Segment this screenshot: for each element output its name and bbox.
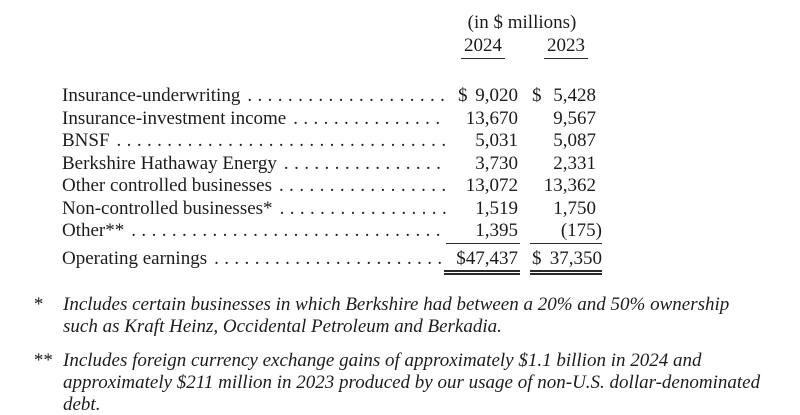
value-2024: 1,395 [475, 220, 518, 241]
dot-leader [273, 198, 446, 221]
footnote-marker: ** [33, 350, 52, 371]
value-cell-2023 [530, 153, 602, 176]
row-label: Non-controlled businesses* [62, 197, 273, 219]
value-2023: 2,331 [553, 152, 596, 174]
value-2023: 13,362 [543, 175, 596, 196]
value-2024: 9,020 [475, 85, 518, 106]
footnote-single-asterisk [33, 294, 800, 338]
total-value-2024: 47,437 [465, 247, 518, 269]
value-cell-2024 [446, 130, 520, 153]
total-value-cell-2023 [530, 248, 602, 276]
header-spacer [62, 35, 446, 59]
unit-header-label: (in $ millions) [467, 12, 577, 33]
row-label: Other** [62, 220, 125, 241]
currency-symbol: $ [532, 247, 542, 269]
row-label: Insurance-investment income [62, 107, 287, 129]
value-cell-2023 [530, 108, 602, 131]
footnote-line: such as Kraft Heinz, Occidental Petroleum and Berkadia. [63, 316, 502, 337]
table-row [62, 130, 602, 153]
value-cell-2024 [446, 175, 520, 198]
value-2024: 5,031 [475, 130, 518, 151]
value-cell-2024 [446, 108, 520, 131]
value-cell-2024 [446, 85, 520, 108]
footnote-line: Includes foreign currency exchange gains of approximately $1.1 billion in 2024 and [63, 350, 702, 371]
value-2023: 5,087 [553, 130, 596, 151]
value-cell-2024 [446, 220, 520, 244]
value-2023: 1,750 [553, 197, 596, 219]
total-value-2023: 37,350 [549, 247, 602, 269]
currency-symbol: $ [456, 247, 466, 269]
dot-leader [240, 85, 446, 108]
total-row-label: Operating earnings [62, 247, 208, 269]
operating-earnings-table [0, 0, 602, 275]
value-cell-2024 [446, 198, 520, 221]
row-label: BNSF [62, 130, 110, 151]
currency-symbol: $ [532, 85, 542, 106]
currency-symbol: $ [458, 85, 468, 106]
value-cell-2024 [446, 153, 520, 176]
footnote-marker: * [33, 294, 43, 315]
footnote-line: Includes certain businesses in which Berkshire had between a 20% and 50% ownership [63, 294, 730, 315]
header-spacer [62, 11, 442, 34]
value-cell-2023 [530, 198, 602, 221]
value-2023: 5,428 [553, 85, 596, 106]
table-row [62, 108, 602, 131]
row-label: Insurance-underwriting [62, 85, 241, 106]
value-2023: 9,567 [553, 107, 596, 129]
column-header-2023: 2023 [530, 35, 602, 59]
value-cell-2023 [530, 85, 602, 108]
footnotes [33, 294, 800, 415]
dot-leader [286, 108, 446, 131]
row-label: Berkshire Hathaway Energy [62, 152, 277, 174]
dot-leader [124, 220, 446, 244]
column-header-2024: 2024 [446, 35, 520, 59]
table-body [62, 85, 602, 275]
table-header-years-row [62, 35, 602, 59]
value-2024: 13,072 [465, 175, 518, 196]
value-2023: (175) [560, 220, 602, 241]
table-row [62, 198, 602, 221]
footnote-line: approximately $211 million in 2023 produced by our usage of non-U.S. dollar-denominated [63, 372, 761, 393]
value-2024: 1,519 [475, 197, 518, 219]
value-cell-2023 [530, 220, 602, 244]
value-2024: 3,730 [475, 152, 518, 174]
table-row [62, 220, 602, 244]
value-cell-2023 [530, 130, 602, 153]
dot-leader [272, 175, 446, 198]
footnote-text [63, 294, 729, 338]
row-label: Other controlled businesses [62, 175, 273, 196]
footnote-line: debt. [63, 394, 101, 415]
table-row [62, 85, 602, 108]
table-total-row [62, 248, 602, 276]
dot-leader [277, 153, 446, 176]
total-value-cell-2024 [444, 248, 520, 276]
footnote-text [63, 350, 760, 415]
table-header-unit-row [62, 11, 602, 34]
table-row [62, 153, 602, 176]
table-row [62, 175, 602, 198]
dot-leader [207, 248, 444, 276]
value-2024: 13,670 [465, 107, 518, 129]
dot-leader [110, 130, 446, 153]
value-cell-2023 [530, 175, 602, 198]
footnote-double-asterisk [33, 350, 800, 415]
